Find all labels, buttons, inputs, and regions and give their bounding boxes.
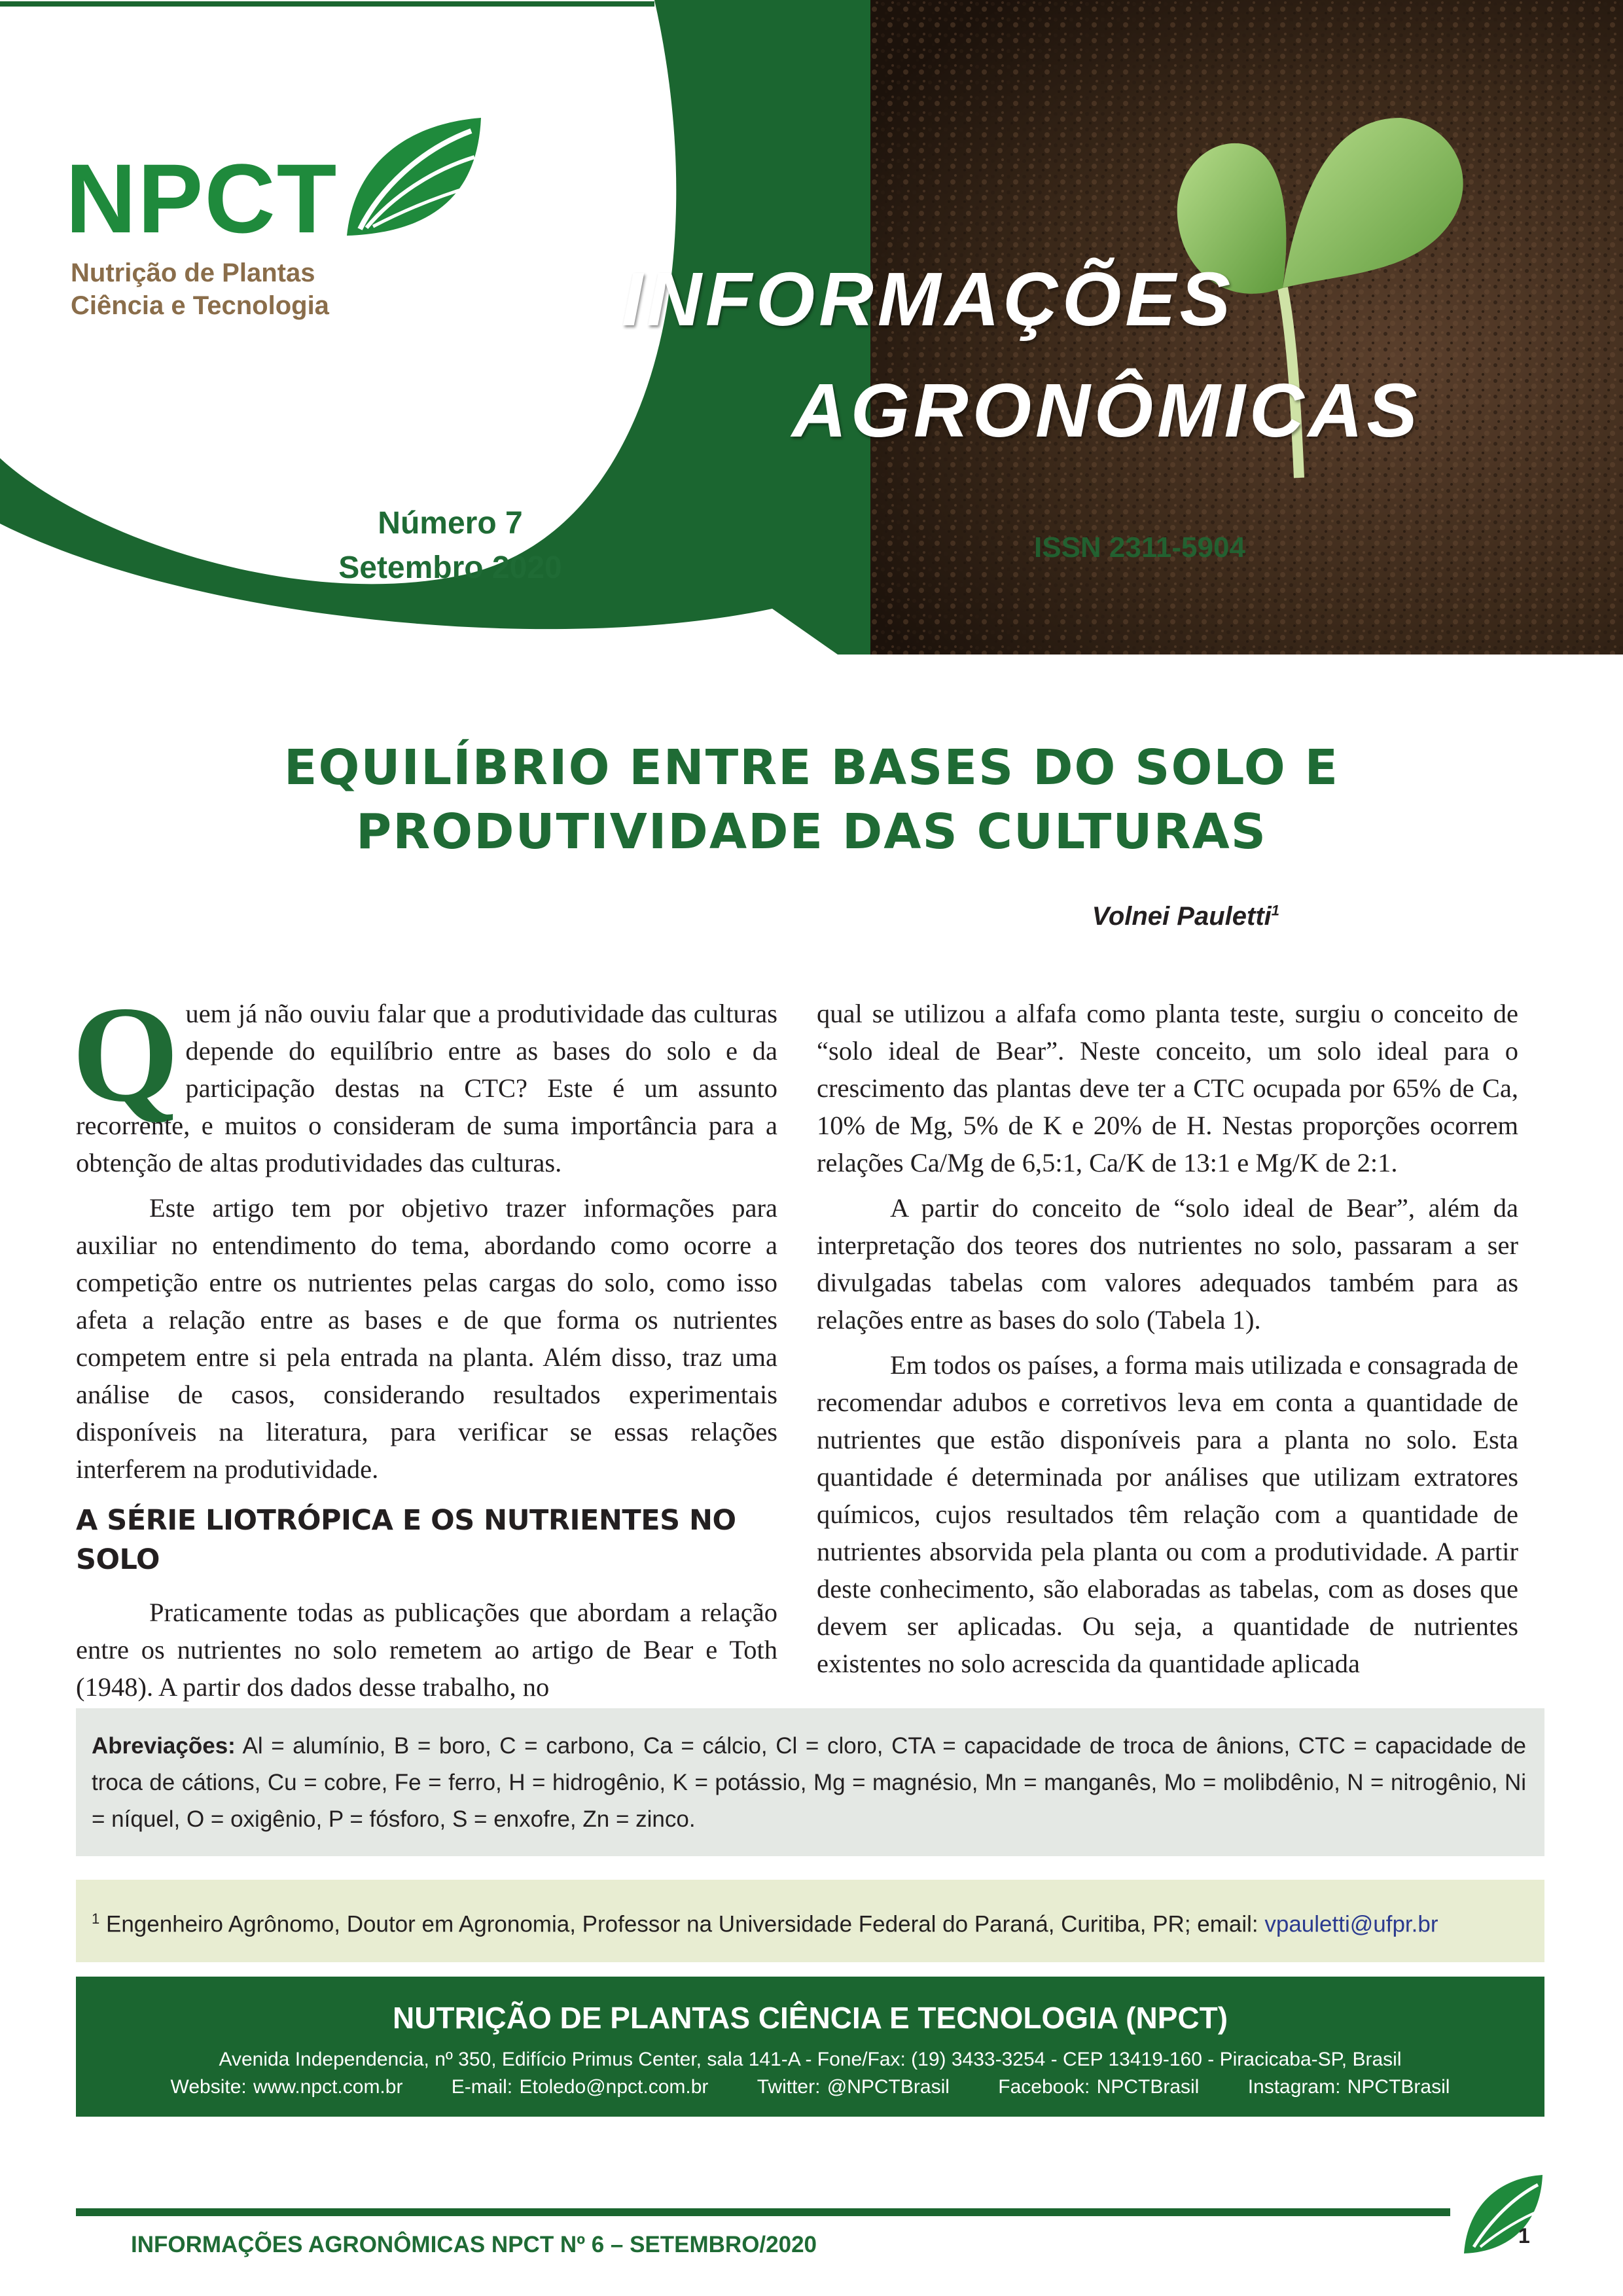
org-website[interactable]: Website: www.npct.com.br bbox=[170, 2076, 403, 2098]
organization-address: Avenida Independencia, nº 350, Edifício Primus Center, sala 141-A - Fone/Fax: (19) 3433-3254 - CEP 13419-160 - Piracicaba-SP, Brasil bbox=[219, 2049, 1402, 2070]
org-instagram[interactable]: Instagram: NPCTBrasil bbox=[1247, 2076, 1450, 2098]
paragraph-recommendation: Em todos os países, a forma mais utilizada e consagrada de recomendar adubos e corretivos leva em conta a quantidade de nutrientes que estão disponíveis para a planta no solo. Esta quantidade é determinada por análises que utilizam extratores químicos, cujos resultados têm relação com a quantidade de nutrientes absorvida pela planta ou com a produtividade. A partir deste conhecimento, são elaboradas as tabelas, com as doses que devem ser aplicadas. Ou seja, a quantidade de nutrientes existentes no solo acrescida da quantidade aplicada bbox=[817, 1350, 1518, 1678]
footnote-marker: 1 bbox=[92, 1910, 100, 1927]
organization-contacts bbox=[76, 2076, 1544, 2098]
paragraph-intro bbox=[72, 978, 777, 1181]
page-number: 1 bbox=[1518, 2224, 1530, 2248]
body-column-left bbox=[72, 978, 777, 1713]
logo-wordmark: NPCT bbox=[65, 143, 338, 253]
issn: ISSN 2311-5904 bbox=[1034, 531, 1245, 564]
publication-title-line1: INFORMAÇÕES bbox=[622, 257, 1234, 342]
drop-cap: Q bbox=[72, 978, 179, 1130]
footer-leaf-icon bbox=[1461, 2172, 1546, 2257]
section-heading: A SÉRIE LIOTRÓPICA E OS NUTRIENTES NO SOLO bbox=[76, 1504, 736, 1576]
issue-date: Setembro 2020 bbox=[338, 550, 562, 585]
author-footnote-marker: 1 bbox=[1271, 902, 1279, 919]
header-banner bbox=[0, 0, 1623, 655]
paragraph-intro-text: uem já não ouviu falar que a produtividade das culturas depende do equilíbrio entre as bases do solo e da participação destas na CTC? Este é um assunto recorrente, e muitos o consideram de suma importância para a obtenção de altas produtividades das culturas. bbox=[76, 999, 777, 1177]
footer-rule bbox=[76, 2208, 1450, 2216]
logo-subtitle-line1: Nutrição de Plantas bbox=[71, 259, 315, 287]
org-twitter[interactable]: Twitter: @NPCTBrasil bbox=[757, 2076, 950, 2098]
abbreviations-text: Al = alumínio, B = boro, C = carbono, Ca = cálcio, Cl = cloro, CTA = capacidade de troca de ânions, CTC = capacidade de troca de cátions, Cu = cobre, Fe = ferro, H = hidrogênio, K = potássio, Mg = magnésio, Mn = manganês, Mo = molibdênio, N = nitrogênio, Ni = níquel, O = oxigênio, P = fósforo, S = enxofre, Zn = zinco. bbox=[92, 1733, 1527, 1832]
npct-leaf-logo-icon bbox=[340, 111, 484, 242]
article-title-line2: PRODUTIVIDADE DAS CULTURAS bbox=[355, 804, 1268, 860]
organization-box bbox=[76, 1977, 1544, 2117]
paragraph-ideal-soil: qual se utilizou a alfafa como planta teste, surgiu o conceito de “solo ideal de Bear”. Neste conceito, um solo ideal para o crescimento das plantas deve ter a CTC ocupada por 65% de Ca, 10% de Mg, 5% de K e 20% de H. Nestas proporções ocorrem relações Ca/Mg de 6,5:1, Ca/K de 13:1 e Mg/K de 2:1. bbox=[817, 999, 1518, 1177]
org-facebook[interactable]: Facebook: NPCTBrasil bbox=[998, 2076, 1200, 2098]
publication-title-line2: AGRONÔMICAS bbox=[792, 368, 1421, 453]
organization-name: NUTRIÇÃO DE PLANTAS CIÊNCIA E TECNOLOGIA (NPCT) bbox=[392, 2001, 1228, 2035]
paragraph-tables: A partir do conceito de “solo ideal de Bear”, além da interpretação dos teores dos nutrientes no solo, passaram a ser divulgadas tabelas com valores adequados também para as relações entre as bases do solo (Tabela 1). bbox=[817, 1193, 1518, 1335]
author-name bbox=[1092, 902, 1279, 931]
logo-subtitle-line2: Ciência e Tecnologia bbox=[71, 291, 329, 320]
body-column-right bbox=[817, 995, 1518, 1690]
abbreviations-box bbox=[76, 1708, 1544, 1856]
article-title-line1: EQUILÍBRIO ENTRE BASES DO SOLO E bbox=[283, 740, 1340, 796]
footer-publication-info: INFORMAÇÕES AGRONÔMICAS NPCT Nº 6 – SETEMBRO/2020 bbox=[131, 2232, 817, 2257]
footnote-text: Engenheiro Agrônomo, Doutor em Agronomia, Professor na Universidade Federal do Paraná, Curitiba, PR; email: bbox=[105, 1911, 1258, 1937]
org-email[interactable]: E-mail: Etoledo@npct.com.br bbox=[451, 2076, 709, 2098]
issue-number: Número 7 bbox=[378, 506, 523, 541]
paragraph-bear-toth: Praticamente todas as publicações que abordam a relação entre os nutrientes no solo remetem ao artigo de Bear e Toth (1948). A partir dos dados desse trabalho, no bbox=[76, 1598, 777, 1702]
author-text: Volnei Pauletti bbox=[1092, 902, 1272, 931]
abbreviations-label: Abreviações: bbox=[92, 1733, 236, 1759]
author-footnote-box bbox=[76, 1880, 1544, 1962]
footnote-email-link[interactable]: vpauletti@ufpr.br bbox=[1264, 1911, 1438, 1937]
paragraph-objective: Este artigo tem por objetivo trazer informações para auxiliar no entendimento do tema, abordando como ocorre a competição entre os nutrientes pelas cargas do solo, como isso afeta a relação entre as bases e de que forma os nutrientes competem entre si pela entrada na planta. Além disso, traz uma análise de casos, considerando resultados experimentais disponíveis na literatura, para verificar se essas relações interferem na produtividade. bbox=[76, 1193, 777, 1484]
